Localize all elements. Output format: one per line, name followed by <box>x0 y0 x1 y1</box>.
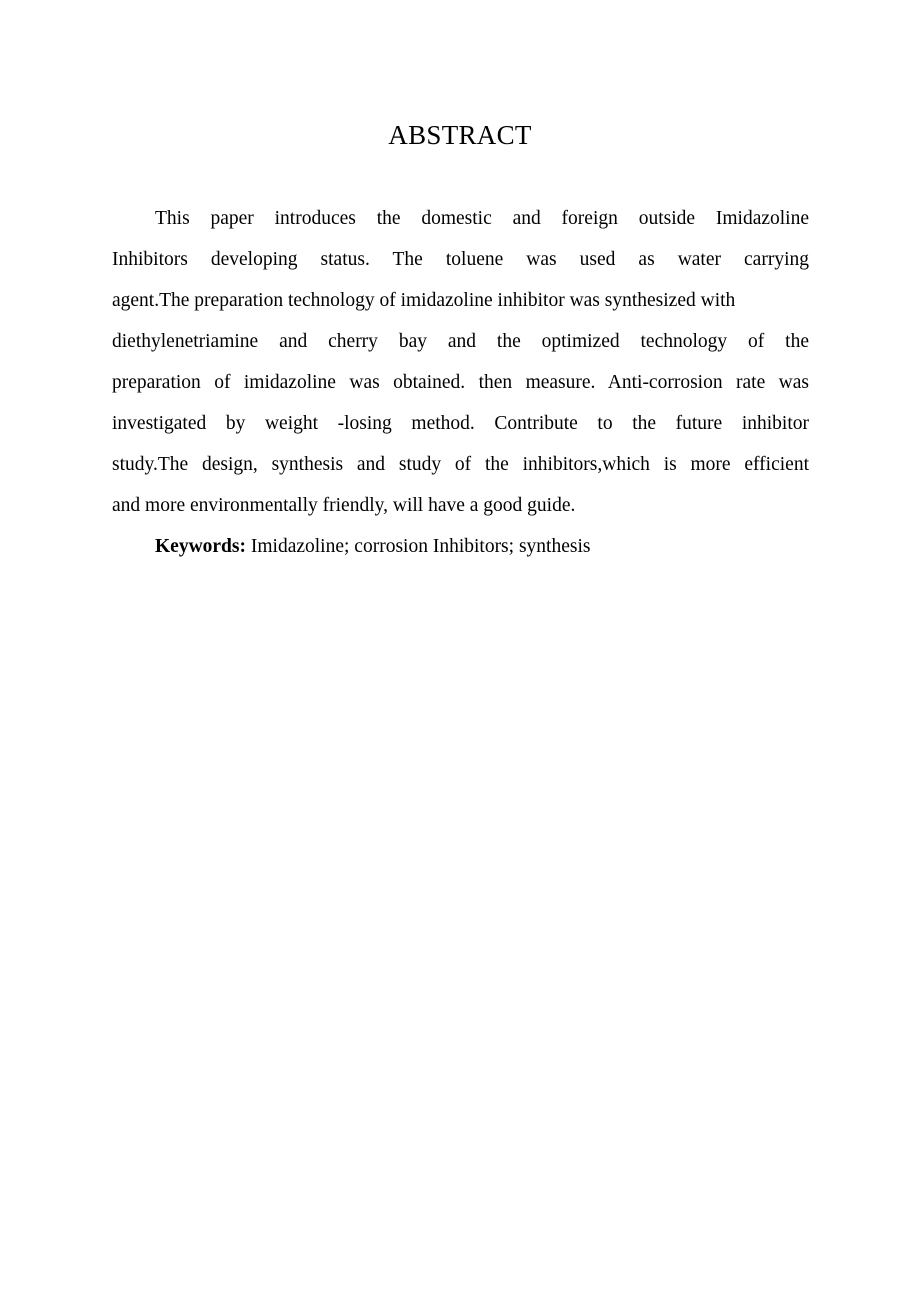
abstract-body <box>112 198 809 567</box>
keywords-label: Keywords: <box>155 536 246 557</box>
abstract-title: ABSTRACT <box>388 120 532 150</box>
abstract-line: diethylenetriamine and cherry bay and the optimized technology of the <box>112 331 809 352</box>
abstract-line: study.The design, synthesis and study of the inhibitors,which is more efficient <box>112 454 809 475</box>
abstract-line: Inhibitors developing status. The toluene was used as water carrying <box>112 249 809 270</box>
abstract-line: agent.The preparation technology of imidazoline inhibitor was synthesized with <box>112 290 736 311</box>
keywords-line <box>112 526 809 567</box>
keywords-text: Imidazoline; corrosion Inhibitors; synthesis <box>246 536 591 557</box>
abstract-line: This paper introduces the domestic and foreign outside Imidazoline <box>155 208 809 229</box>
abstract-line: preparation of imidazoline was obtained. then measure. Anti-corrosion rate was <box>112 372 809 393</box>
abstract-line: investigated by weight -losing method. Contribute to the future inhibitor <box>112 413 809 434</box>
abstract-line: and more environmentally friendly, will have a good guide. <box>112 495 576 516</box>
